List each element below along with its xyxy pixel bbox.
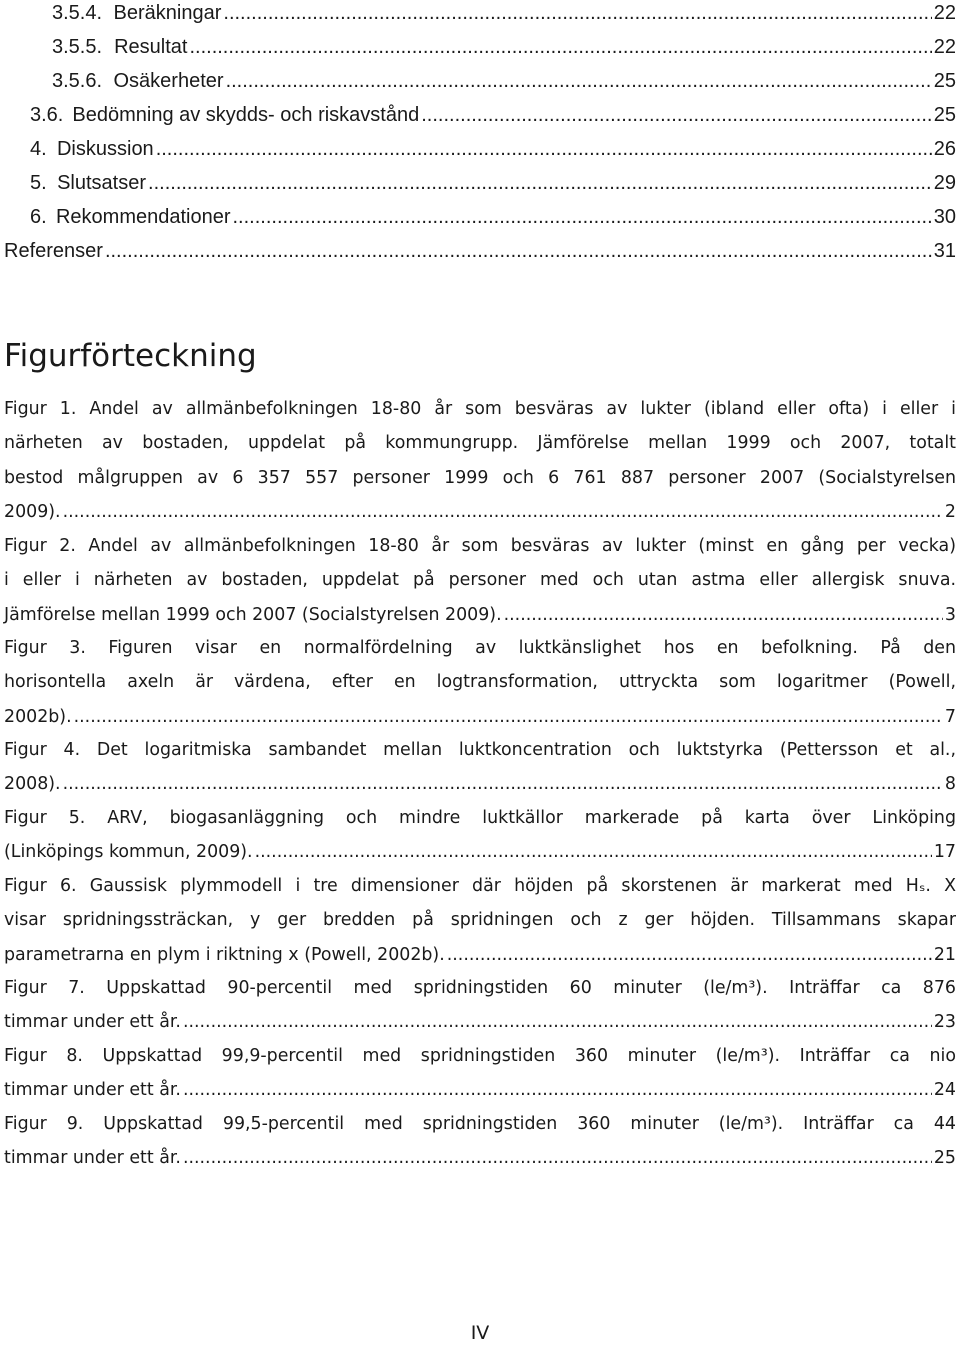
- figure-entry[interactable]: [4, 631, 956, 734]
- toc-entry[interactable]: [52, 30, 956, 64]
- toc-entry-number: 6.: [30, 206, 47, 228]
- toc-entry-title: Osäkerheter: [113, 70, 224, 92]
- figure-entry-line: Figur 3. Figuren visar en normalfördelning av luktkänslighet hos en befolkning. På den: [4, 638, 956, 658]
- figure-list-heading: Figurförteckning: [4, 338, 257, 374]
- figure-entry-page: 7: [944, 706, 956, 727]
- figure-entry-line: 2008).: [4, 774, 61, 795]
- dot-leader: [183, 1073, 932, 1107]
- toc-entry-page: 22: [933, 2, 956, 24]
- figure-entry[interactable]: [4, 733, 956, 802]
- figure-entry-line: Figur 6. Gaussisk plymmodell i tre dimensioner där höjden på skorstenen är markerat med Hₛ. X: [4, 876, 956, 896]
- toc-entry-number: 4.: [30, 138, 47, 160]
- figure-entry-line: timmar under ett år.: [4, 1012, 181, 1033]
- toc-entry-number: 3.5.5.: [52, 36, 103, 58]
- toc-entry-page: 22: [933, 36, 956, 58]
- toc-entry[interactable]: [30, 200, 956, 234]
- toc-entry-page: 26: [933, 138, 956, 160]
- figure-entry-line: 2002b).: [4, 706, 72, 727]
- figure-entry[interactable]: [4, 392, 956, 530]
- figure-entry-line: Figur 7. Uppskattad 90-percentil med spridningstiden 60 minuter (le/m³). Inträffar ca 876: [4, 978, 956, 998]
- toc-entry-page: 25: [933, 70, 956, 92]
- toc-entry[interactable]: [30, 132, 956, 166]
- toc-entry-page: 29: [933, 172, 956, 194]
- figure-entry[interactable]: [4, 529, 956, 632]
- dot-leader: [504, 598, 943, 632]
- figure-entry-line: Figur 8. Uppskattad 99,9-percentil med spridningstiden 360 minuter (le/m³). Inträffar ca nio: [4, 1046, 956, 1066]
- dot-leader: [226, 64, 932, 98]
- toc-entry-title: Beräkningar: [113, 2, 222, 24]
- dot-leader: [74, 700, 943, 734]
- figure-entry-line: Jämförelse mellan 1999 och 2007 (Socialstyrelsen 2009).: [4, 604, 502, 625]
- toc-entry-number: 3.5.6.: [52, 70, 103, 92]
- dot-leader: [63, 767, 943, 801]
- figure-entry-page: 17: [933, 842, 956, 863]
- figure-entry-line: närheten av bostaden, uppdelat på kommungrupp. Jämförelse mellan 1999 och 2007, totalt: [4, 433, 956, 454]
- figure-entry[interactable]: [4, 971, 956, 1040]
- dot-leader: [233, 200, 932, 234]
- toc-entry-number: 5.: [30, 172, 47, 194]
- dot-leader: [183, 1005, 932, 1039]
- toc-entry-number: 3.6.: [30, 104, 64, 126]
- toc-entry-title: Slutsatser: [57, 172, 147, 194]
- toc-entry-page: 31: [933, 240, 956, 262]
- figure-entry-page: 21: [933, 944, 956, 965]
- figure-entry-page: 2: [944, 502, 956, 523]
- figure-entry-line: visar spridningssträckan, y ger bredden på spridningen och z ger höjden. Tillsammans skapar: [4, 910, 956, 931]
- figure-entry[interactable]: [4, 801, 956, 870]
- figure-entry-line: (Linköpings kommun, 2009).: [4, 842, 253, 863]
- figure-entry[interactable]: [4, 1039, 956, 1108]
- dot-leader: [148, 166, 932, 200]
- toc-entry-title: Resultat: [114, 36, 188, 58]
- figure-entry-line: Figur 9. Uppskattad 99,5-percentil med spridningstiden 360 minuter (le/m³). Inträffar ca 44: [4, 1114, 956, 1134]
- figure-entry-line: timmar under ett år.: [4, 1080, 181, 1101]
- figure-entry-line: 2009).: [4, 502, 61, 523]
- toc-entry[interactable]: [52, 64, 956, 98]
- figure-entry-line: parametrarna en plym i riktning x (Powell, 2002b).: [4, 944, 445, 965]
- page-number: IV: [470, 1322, 490, 1344]
- toc-entry-title: Bedömning av skydds- och riskavstånd: [72, 104, 420, 126]
- figure-entry-line: bestod målgruppen av 6 357 557 personer 1999 och 6 761 887 personer 2007 (Socialstyrelsen: [4, 467, 956, 488]
- toc-entry-title: Referenser: [4, 240, 103, 262]
- toc-entry[interactable]: [30, 98, 956, 132]
- dot-leader: [63, 495, 943, 529]
- dot-leader: [255, 835, 932, 869]
- dot-leader: [223, 0, 931, 30]
- figure-entry-line: Figur 5. ARV, biogasanläggning och mindre luktkällor markerade på karta över Linköping: [4, 808, 956, 828]
- toc-entry-page: 30: [933, 206, 956, 228]
- figure-entry-line: Figur 2. Andel av allmänbefolkningen 18-80 år som besväras av lukter (minst en gång per vecka): [4, 536, 956, 556]
- toc-entry-title: Rekommendationer: [55, 206, 231, 228]
- toc-entry[interactable]: [30, 166, 956, 200]
- figure-entry-page: 3: [944, 604, 956, 625]
- figure-entry-line: horisontella axeln är värdena, efter en logtransformation, uttryckta som logaritmer (Powell,: [4, 672, 956, 693]
- figure-entry-line: timmar under ett år.: [4, 1148, 181, 1169]
- dot-leader: [447, 938, 932, 972]
- dot-leader: [421, 98, 932, 132]
- figure-entry-line: i eller i närheten av bostaden, uppdelat på personer med och utan astma eller allergisk snuva.: [4, 570, 956, 591]
- dot-leader: [156, 132, 932, 166]
- dot-leader: [105, 234, 932, 268]
- figure-entry-page: 8: [944, 774, 956, 795]
- toc-entry-number: 3.5.4.: [52, 2, 103, 24]
- figure-entry-line: Figur 1. Andel av allmänbefolkningen 18-80 år som besväras av lukter (ibland eller ofta) i eller i: [4, 399, 956, 419]
- figure-entry-page: 24: [933, 1080, 956, 1101]
- toc-entry-title: Diskussion: [56, 138, 154, 160]
- figure-entry-line: Figur 4. Det logaritmiska sambandet mellan luktkoncentration och luktstyrka (Pettersson et al.,: [4, 740, 956, 760]
- toc-entry-page: 25: [933, 104, 956, 126]
- dot-leader: [189, 30, 931, 64]
- figure-entry[interactable]: [4, 1107, 956, 1176]
- figure-entry-page: 25: [933, 1148, 956, 1169]
- toc-entry[interactable]: [52, 0, 956, 30]
- figure-entry-page: 23: [933, 1012, 956, 1033]
- figure-entry[interactable]: [4, 869, 956, 972]
- dot-leader: [183, 1141, 932, 1175]
- toc-entry[interactable]: [4, 234, 956, 268]
